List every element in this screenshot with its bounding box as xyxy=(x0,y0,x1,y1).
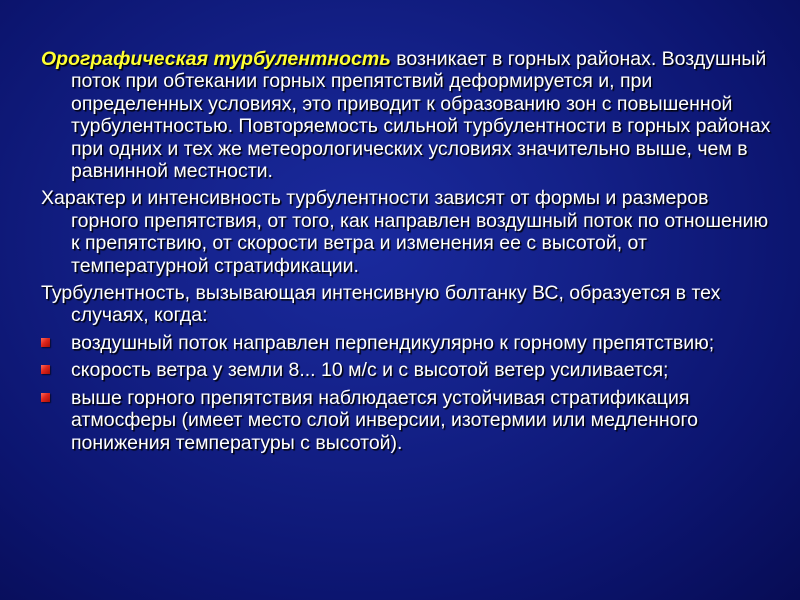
slide-content xyxy=(41,48,781,454)
paragraph-text: Характер и интенсивность турбулентности зависят от формы и размеров горного препятствия, от того, как направлен воздушный поток по отношению к препятствию, от скорости ветра и изменения ее с высотой, от температурной стратификации. xyxy=(41,187,769,277)
square-bullet-icon xyxy=(41,338,50,347)
paragraph-conditions-intro xyxy=(41,282,781,327)
paragraph-orographic xyxy=(41,48,781,182)
paragraph-text: возникает в горных районах. Воздушный поток при обтекании горных препятствий деформируется и, при определенных условиях, это приводит к образованию зон с повышенной турбулентностью. Повторяемость сильной турбулентности в горных районах при одних и тех же метеорологических условиях значительно выше, чем в равнинной местности. xyxy=(71,48,771,183)
list-item-text: воздушный поток направлен перпендикулярно к горному препятствию; xyxy=(71,331,715,354)
paragraph-character xyxy=(41,187,781,277)
list-item xyxy=(41,359,781,381)
square-bullet-icon xyxy=(41,393,50,402)
paragraph-text: Турбулентность, вызывающая интенсивную болтанку ВС, образуется в тех случаях, когда: xyxy=(41,282,721,327)
conditions-list xyxy=(41,332,781,454)
list-item xyxy=(41,332,781,354)
list-item-text: выше горного препятствия наблюдается устойчивая стратификация атмосферы (имеет место слой инверсии, изотермии или медленного понижения температуры с высотой). xyxy=(71,386,698,454)
list-item-text: скорость ветра у земли 8... 10 м/с и с высотой ветер усиливается; xyxy=(71,359,669,382)
list-item xyxy=(41,387,781,454)
square-bullet-icon xyxy=(41,365,50,374)
term-highlight: Орографическая турбулентность xyxy=(41,48,391,70)
